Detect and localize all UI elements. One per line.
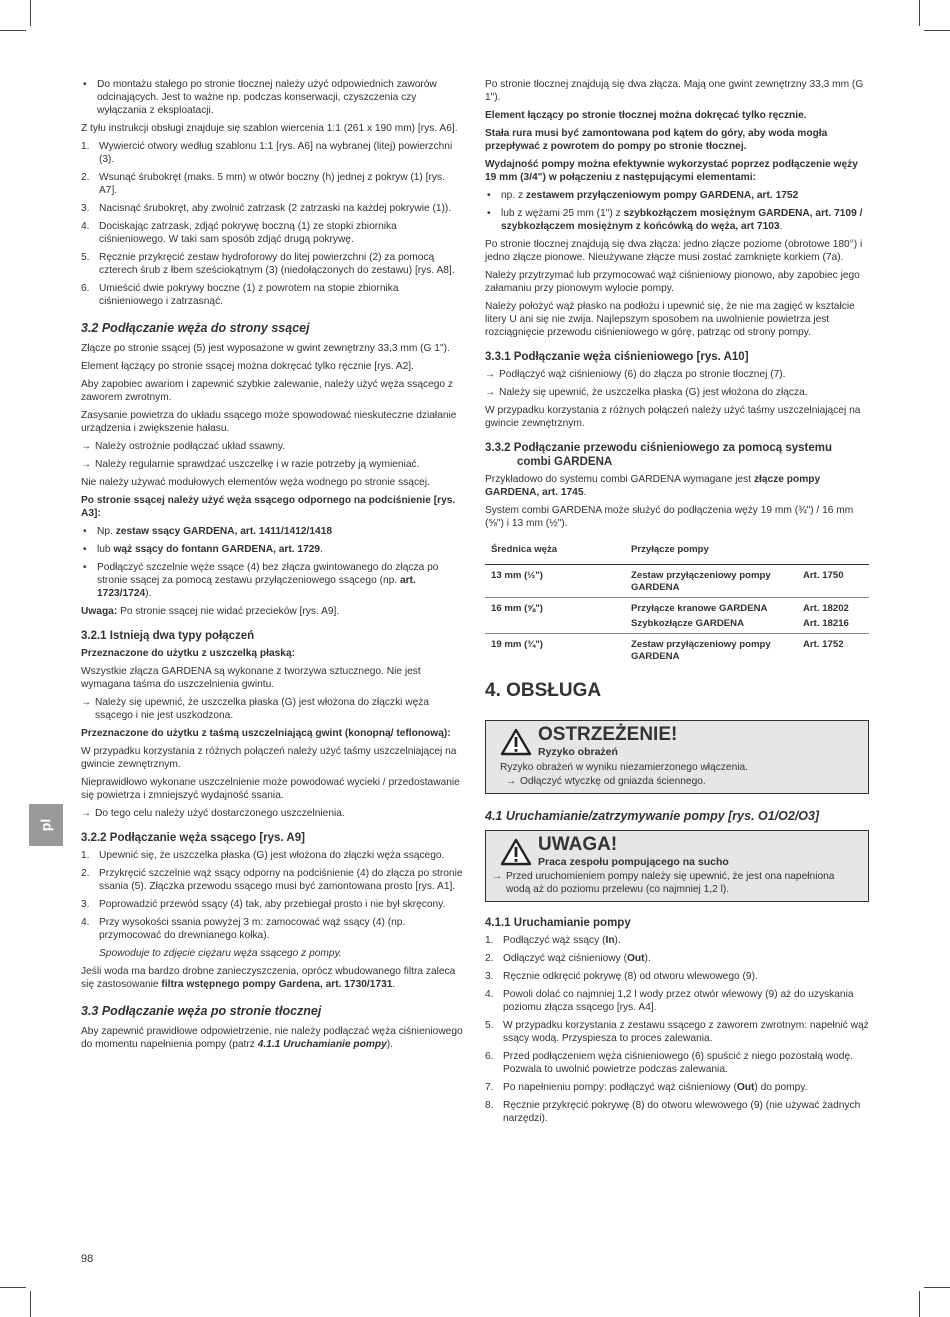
text-span: . — [779, 221, 783, 232]
hint-item: → Należy się upewnić, że uszczelka płaska (G) jest włożona do złącza. — [485, 386, 869, 399]
italic-note: Spowoduje to zdjęcie ciężaru węża ssącego z pompy. — [99, 948, 342, 959]
step-text: ) do pompy. — [754, 1082, 808, 1093]
numbered-step — [81, 171, 465, 197]
bold-note: Wydajność pompy można efektywnie wykorzystać poprzez podłączenie węży 19 mm (3/4") w połączeniu z następującymi elementami: — [485, 159, 858, 183]
diameter-cell: 19 mm (¾") — [485, 634, 625, 667]
warning-title: OSTRZEŻENIE! — [538, 724, 678, 745]
product-ref: zestaw ssący GARDENA, art. 1411/1412/1418 — [115, 526, 333, 537]
section-3-3-2-heading: 3.3.2 Podłączanie przewodu ciśnieniowego za pomocą systemu combi GARDENA — [485, 442, 833, 468]
paragraph: Nieprawidłowo wykonane uszczelnienie może powodować wycieki / przedostawanie się powietrza i zmniejszyć wydajność ssania. — [81, 777, 460, 801]
paragraph: System combi GARDENA może służyć do podłączenia węży 19 mm (¾") / 16 mm (⅝") i 13 mm (½"). — [485, 505, 854, 529]
connector-cell: Przyłącze kranowe GARDENA — [625, 598, 797, 619]
paragraph: Wszystkie złącza GARDENA są wykonane z tworzywa sztucznego. Nie jest wymagana taśma do uszczelnienia gwintu. — [81, 666, 421, 690]
paragraph: Aby zapobiec awariom i zapewnić szybkie zalewanie, należy użyć węża ssącego z zaworem zwrotnym. — [81, 379, 454, 403]
text-span: Jeśli woda ma bardzo drobne zanieczyszczenia, oprócz wbudowanego filtra zaleca się zastosowanie — [81, 966, 456, 990]
text-span: ). — [386, 1039, 394, 1050]
text-span: . — [583, 487, 587, 498]
step-number: 5. — [485, 1020, 494, 1031]
hint-item: → Należy regularnie sprawdzać uszczelkę i w razie potrzeby ją wymieniać. — [81, 458, 465, 471]
step-number: 4. — [485, 989, 494, 1000]
paragraph: Element łączący po stronie ssącej można dokręcać tylko ręcznie [rys. A2]. — [81, 361, 414, 372]
numbered-step — [81, 202, 465, 215]
filter-note — [81, 965, 465, 991]
numbered-step — [81, 282, 465, 308]
hint-item: → Należy się upewnić, że uszczelka płaska (G) jest włożona do złączki węża ssącego i nie jest uszkodzona. — [81, 696, 465, 722]
text-span: . — [392, 979, 396, 990]
start-pump-steps — [485, 934, 869, 1125]
connector-cell: Zestaw przyłączeniowy pompy GARDENA — [631, 570, 771, 593]
step-number: 3. — [485, 971, 494, 982]
hint-item: → Przed uruchomieniem pompy należy się upewnić, że jest ona napełniona wodą aż do poziomu przelewu (co najmniej 1,2 l). — [492, 870, 858, 896]
product-ref: art. 1723/1724 — [97, 575, 416, 599]
warning-triangle-icon — [500, 728, 532, 756]
crop-mark — [0, 30, 26, 31]
numbered-step — [485, 988, 869, 1014]
text-span: Np. — [97, 526, 116, 537]
warning-subtitle: Ryzyko obrażeń — [538, 746, 618, 758]
step-number: 3. — [81, 899, 90, 910]
step-text: Po napełnieniu pompy: podłączyć wąż ciśnieniowy ( — [503, 1082, 737, 1093]
numbered-step — [485, 952, 869, 965]
step-keyword: Out — [736, 1082, 755, 1093]
table-body — [485, 565, 869, 667]
bold-note: Element łączący po stronie tłocznej można dokręcać tylko ręcznie. — [485, 110, 807, 121]
text-span: Przykładowo do systemu combi GARDENA wymagane jest — [485, 474, 754, 485]
text-span: lub z wężami 25 mm (1") z — [501, 208, 624, 219]
section-3-2-2-heading: 3.2.2 Podłączanie węża ssącego [rys. A9] — [81, 832, 305, 844]
numbered-step — [485, 1019, 869, 1045]
step-text: Przykręcić szczelnie wąż ssący odporny na podciśnienie (4) do złącza po stronie ssania (5). Złączka przewodu ssącego musi być zamontowana prosto [rys. A1]. — [99, 868, 463, 892]
hint-item: → Do tego celu należy użyć dostarczonego uszczelnienia. — [81, 807, 465, 820]
step-number: 2. — [81, 172, 90, 183]
article-cell: Art. 1752 — [797, 634, 869, 667]
product-ref: złącze pompy GARDENA, art. 1745 — [485, 474, 821, 498]
paragraph: W przypadku korzystania z różnych połączeń należy użyć taśmy uszczelniającej na gwincie zewnętrznym. — [81, 746, 457, 770]
hint-item: → Należy ostrożnie podłączać układ ssawny. — [81, 440, 465, 453]
connector-cell: Zestaw przyłączeniowy pompy GARDENA — [625, 634, 797, 667]
product-ref: zestawem przyłączeniowym pompy GARDENA, art. 1752 — [525, 190, 799, 201]
warning-box — [485, 720, 869, 794]
step-number: 1. — [485, 935, 494, 946]
numbered-step — [485, 1050, 869, 1076]
step-number: 2. — [81, 868, 90, 879]
product-ref: filtra wstępnego pompy Gardena, art. 1730/1731 — [161, 979, 393, 990]
step-text: Ręcznie przykręcić pokrywę (8) do otworu wlewowego (9) (nie używać żadnych narzędzi). — [503, 1100, 861, 1124]
step-text: Wsunąć śrubokręt (maks. 5 mm) w otwór boczny (h) jednej z pokryw (1) [rys. A7]. — [99, 172, 445, 196]
paragraph: Należy przytrzymać lub przymocować wąż ciśnieniowy pionowo, aby zapobiec jego załamaniu przy pionowym wylocie pompy. — [485, 270, 860, 294]
step-text: Ręcznie przykręcić zestaw hydroforowy do litej powierzchni (2) za pomocą czterech śrub z łbem sześciokątnym (3) (niedołączonych do zestawu) [rys. A8]. — [99, 252, 455, 276]
warning-titles — [538, 725, 677, 759]
article-cell: Art. 1750 — [803, 570, 844, 581]
numbered-step — [81, 251, 465, 277]
paragraph: W przypadku korzystania z różnych połączeń należy użyć taśmy uszczelniającej na gwincie zewnętrznym. — [485, 405, 861, 429]
connector-cell: Szybkozłącze GARDENA — [631, 618, 745, 629]
bullet-item — [81, 525, 465, 538]
step-number: 2. — [485, 953, 494, 964]
hint-item: → Odłączyć wtyczkę od gniazda ściennego. — [506, 775, 858, 788]
crop-mark — [0, 1287, 26, 1288]
step-text: Odłączyć wąż ciśnieniowy ( — [503, 953, 627, 964]
paragraph: Nie należy używać modułowych elementów węża wodnego po stronie ssącej. — [81, 477, 430, 488]
step-text: Poprowadzić przewód ssący (4) tak, aby przebiegał prosto i nie był skręcony. — [99, 899, 446, 910]
crop-mark — [924, 1287, 950, 1288]
right-column — [485, 78, 869, 1130]
step-keyword: Out — [627, 953, 645, 964]
caution-header — [500, 835, 858, 869]
article-cell: Art. 18202 — [797, 598, 869, 619]
uwaga-note — [81, 605, 465, 618]
warning-text: Ryzyko obrażeń w wyniku niezamierzonego włączenia. — [500, 762, 749, 773]
step-text: Ręcznie odkręcić pokrywę (8) od otworu wlewowego (9). — [503, 971, 758, 982]
numbered-step — [485, 1081, 869, 1094]
text-span: Po stronie ssącej nie widać przecieków [rys. A9]. — [117, 606, 340, 617]
crop-mark — [30, 0, 31, 26]
tape-seal-heading: Przeznaczone do użytku z taśmą uszczelniającą gwint (konopną/ teflonową): — [81, 728, 451, 739]
text-span: lub — [97, 544, 114, 555]
product-ref: wąż ssący do fontann GARDENA, art. 1729 — [113, 544, 321, 555]
crop-mark — [919, 0, 920, 26]
left-column — [81, 78, 465, 1056]
step-number: 1. — [81, 850, 90, 861]
caution-titles — [538, 835, 729, 869]
cross-reference: 4.1.1 Uruchamianie pompy — [257, 1039, 387, 1050]
diameter-cell — [485, 618, 625, 634]
numbered-step — [81, 220, 465, 246]
bullet-item — [485, 207, 869, 233]
step-number: 1. — [81, 141, 90, 152]
table-row — [485, 598, 869, 619]
paragraph: Zasysanie powietrza do układu ssącego może spowodować nieskuteczne działanie urządzenia i zwiększenie hałasu. — [81, 410, 457, 434]
text-span: Podłączyć szczelnie węże ssące (4) bez złącza gwintowanego do złącza po stronie ssącej za pomocą zestawu przyłączeniowego ssącego (np. — [97, 562, 439, 586]
crop-mark — [30, 1291, 31, 1317]
text-span: ). — [145, 588, 152, 599]
bullet-item — [81, 561, 465, 600]
step-number: 8. — [485, 1100, 494, 1111]
caution-subtitle: Praca zespołu pompującego na sucho — [538, 856, 729, 868]
paragraph — [485, 473, 869, 499]
numbered-step — [81, 849, 465, 862]
step-text: ). — [614, 935, 621, 946]
step-text: Przed podłączeniem węża ciśnieniowego (6) spuścić z niego pozostałą wodę. Pozwala to uwolnić powietrze podczas zalewania. — [503, 1051, 853, 1075]
section-3-3-1-heading: 3.3.1 Podłączanie węża ciśnieniowego [rys. A10] — [485, 351, 749, 363]
step-number: 6. — [81, 283, 90, 294]
table-header-row — [485, 540, 869, 565]
hint-item: → Podłączyć wąż ciśnieniowy (6) do złącza po stronie tłocznej (7). — [485, 368, 869, 381]
flat-seal-heading: Przeznaczone do użytku z uszczelką płaską: — [81, 648, 296, 659]
language-code: pl — [37, 818, 54, 832]
table-row — [485, 618, 869, 634]
numbered-step — [81, 140, 465, 166]
paragraph: Po stronie tłocznej znajdują się dwa złącza: jedno złącze poziome (obrotowe 180°) i jedno złącze pionowe. Nieużywane złącze musi zostać zamknięte korkiem (7a). — [485, 239, 863, 263]
step-number: 4. — [81, 917, 90, 928]
step-keyword: In — [605, 935, 615, 946]
bullet-item — [485, 189, 869, 202]
bullet-item — [81, 543, 465, 556]
step-text: Wywiercić otwory według szablonu 1:1 [rys. A6] na wybranej (litej) powierzchni (3). — [99, 141, 453, 165]
diameter-cell: 13 mm (½") — [491, 570, 544, 581]
warning-triangle-icon — [500, 838, 532, 866]
chapter-4-heading: 4. OBSŁUGA — [485, 680, 602, 701]
text-span: . — [320, 544, 323, 555]
caution-title: UWAGA! — [538, 834, 618, 855]
text-span: Aby zapewnić prawidłowe odpowietrzenie, nie należy podłączać węża ciśnieniowego do momentu napełnienia pompy (patrz — [81, 1026, 463, 1050]
mounting-steps — [81, 140, 465, 308]
step-text: Podłączyć wąż ssący ( — [503, 935, 606, 946]
section-4-1-heading: 4.1 Uruchamianie/zatrzymywanie pompy [rys. O1/O2/O3] — [485, 809, 820, 823]
step-text: Dociskając zatrzask, zdjąć pokrywę boczną (1) ze stopki zbiornika ciśnieniowego. W taki sam sposób zdjąć drugą pokrywę. — [99, 221, 397, 245]
numbered-step — [81, 916, 465, 942]
step-text: Powoli dolać co najmniej 1,2 l wody przez otwór wlewowy (9) aż do uzyskania poziomu złącza ssącego [rys. A4]. — [503, 989, 854, 1013]
step-text: Upewnić się, że uszczelka płaska (G) jest włożona do złączki węża ssącego. — [99, 850, 445, 861]
product-ref: szybkozłączem mosiężnym GARDENA, art. 7109 / szybkozłączem mosiężnym z końcówką do węża, art 7103 — [501, 208, 863, 232]
language-tab — [29, 804, 63, 846]
numbered-step — [81, 898, 465, 911]
column-header: Przyłącze pompy — [625, 540, 797, 565]
section-3-3-heading: 3.3 Podłączanie węża po stronie tłocznej — [81, 1004, 322, 1018]
step-text: Nacisnąć śrubokręt, aby zwolnić zatrzask (2 zatrzaski na każdej pokrywie (1)). — [99, 203, 452, 214]
template-note: Z tyłu instrukcji obsługi znajduje się szablon wiercenia 1:1 (261 x 190 mm) [rys. A6]. — [81, 123, 458, 134]
column-header — [797, 540, 869, 565]
article-cell: Art. 18216 — [803, 618, 849, 629]
step-text: W przypadku korzystania z zestawu ssącego z zaworem zwrotnym: napełnić wąż ssący wodą. Przyspiesza to proces zalewania. — [503, 1020, 869, 1044]
bold-note: Stała rura musi być zamontowana pod kątem do góry, aby woda mogła przepływać z powrotem do pompy po stronie tłocznej. — [485, 128, 828, 152]
section-3-2-heading: 3.2 Podłączanie węża do strony ssącej — [81, 321, 310, 335]
numbered-step — [485, 934, 869, 947]
section-3-2-1-heading: 3.2.1 Istnieją dwa typy połączeń — [81, 630, 255, 642]
step-number: 3. — [81, 203, 90, 214]
paragraph — [81, 1025, 465, 1051]
connector-table — [485, 540, 869, 666]
paragraph: Po stronie tłocznej znajdują się dwa złącza. Mają one gwint zewnętrzny 33,3 mm (G 1"). — [485, 79, 864, 103]
numbered-step — [485, 1099, 869, 1125]
numbered-step — [485, 970, 869, 983]
section-4-1-1-heading: 4.1.1 Uruchamianie pompy — [485, 917, 631, 929]
step-number: 4. — [81, 221, 90, 232]
caution-box — [485, 830, 869, 902]
bold-note: Po stronie ssącej należy użyć węża ssącego odpornego na podciśnienie [rys. A3]: — [81, 495, 456, 519]
paragraph: Należy położyć wąż płasko na podłożu i upewnić się, że nie ma zagięć w kształcie litery U ani się nie zwija. Najlepszym sposobem na uwolnienie powietrza jest rozciągnięcie przewodu ciśnieniowego w górę, patrząc od strony pompy. — [485, 301, 855, 338]
text-span: np. z — [501, 190, 526, 201]
crop-mark — [919, 1291, 920, 1317]
step-number: 5. — [81, 252, 90, 263]
diameter-cell: 16 mm (⅝") — [485, 598, 625, 619]
crop-mark — [924, 30, 950, 31]
table-row — [485, 565, 869, 598]
intro-bullet: • Do montażu stałego po stronie tłocznej należy użyć odpowiednich zaworów odcinających. Jest to ważne np. podczas konserwacji, czyszczenia czy wyłączania z eksploatacji. — [81, 78, 465, 117]
paragraph: Złącze po stronie ssącej (5) jest wyposażone w gwint zewnętrzny 33,3 mm (G 1"). — [81, 343, 450, 354]
warning-header — [500, 725, 858, 759]
step-text: Przy wysokości ssania powyżej 3 m: zamocować wąż ssący (4) (np. przymocować do drewnianego kołka). — [99, 917, 406, 941]
step-number: 7. — [485, 1082, 494, 1093]
page-number: 98 — [81, 1253, 94, 1265]
uwaga-label: Uwaga: — [81, 606, 118, 617]
column-header: Średnica węża — [485, 540, 625, 565]
step-text: Umieścić dwie pokrywy boczne (1) z powrotem na stopie zbiornika ciśnieniowego i zatrzasnąć. — [99, 283, 399, 307]
step-text: ). — [644, 953, 651, 964]
table-row — [485, 634, 869, 667]
suction-steps — [81, 849, 465, 942]
numbered-step — [81, 867, 465, 893]
step-number: 6. — [485, 1051, 494, 1062]
